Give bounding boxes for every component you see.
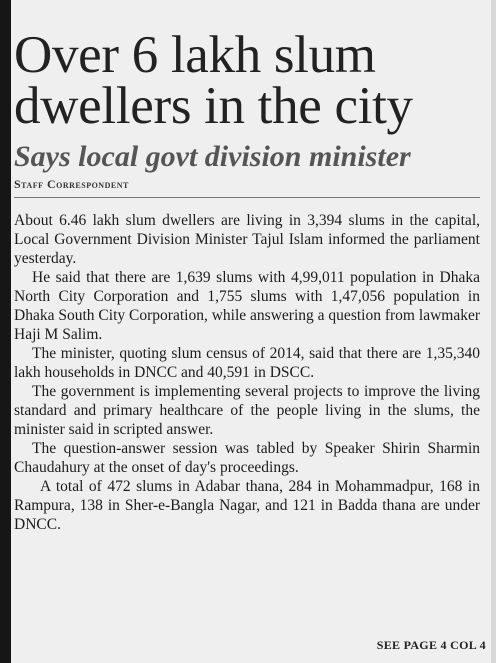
headline-line-1: Over 6 lakh slum	[14, 26, 376, 84]
subheadline: Says local govt division minister	[14, 140, 411, 173]
divider-rule	[14, 197, 480, 198]
paragraph-3: The minister, quoting slum census of 2014, said that there are 1,35,340 lakh households in DNCC and 40,591 in DSCC.	[14, 345, 480, 381]
continued-jump-line: SEE PAGE 4 COL 4	[376, 638, 486, 652]
paragraph-5: The question-answer session was tabled by Speaker Shirin Sharmin Chaudahury at the onset of day's proceedings.	[14, 440, 480, 476]
paragraph-6: A total of 472 slums in Adabar thana, 284 in Mohammadpur, 168 in Rampura, 138 in Sher-e-Bangla Nagar, and 121 in Badda thana are under DNCC.	[14, 478, 480, 533]
paragraph-2: He said that there are 1,639 slums with 4,99,011 population in Dhaka North City Corporation and 1,755 slums with 1,47,056 population in Dhaka South City Corporation, while answering a question from lawmaker Haji M Salim.	[14, 269, 480, 343]
paragraph-4: The government is implementing several projects to improve the living standard and primary healthcare of the people living in the slums, the minister said in scripted answer.	[14, 383, 480, 438]
headline	[14, 0, 480, 135]
news-article	[14, 0, 480, 534]
article-body	[14, 211, 480, 534]
page-edge	[491, 0, 496, 663]
headline-line-2: dwellers in the city	[14, 77, 413, 135]
page-fold-shadow	[0, 0, 11, 663]
paragraph-1: About 6.46 lakh slum dwellers are living in 3,394 slums in the capital, Local Government Division Minister Tajul Islam informed the parliament yesterday.	[14, 212, 480, 267]
byline: Staff Correspondent	[14, 177, 129, 191]
